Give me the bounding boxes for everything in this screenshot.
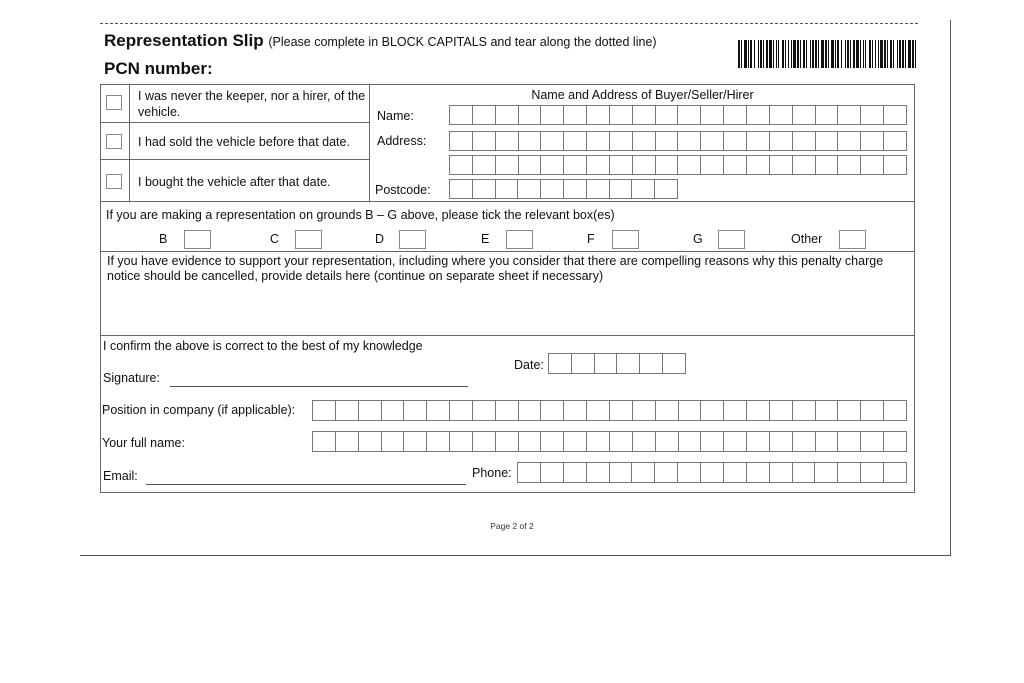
char-cell[interactable] <box>541 401 564 420</box>
char-cell[interactable] <box>587 156 610 174</box>
char-cell[interactable] <box>549 354 572 373</box>
char-cell[interactable] <box>473 156 496 174</box>
char-cell[interactable] <box>404 401 427 420</box>
page-edge-right <box>950 20 951 556</box>
char-cell[interactable] <box>861 106 884 124</box>
pcn-label: PCN number: <box>104 59 213 78</box>
ground-g-checkbox[interactable] <box>718 230 745 249</box>
email-label: Email: <box>103 469 138 483</box>
char-cell[interactable] <box>450 432 473 451</box>
char-cell[interactable] <box>519 156 542 174</box>
signature-line[interactable] <box>170 386 468 387</box>
char-cell[interactable] <box>678 132 701 150</box>
char-cell[interactable] <box>496 106 519 124</box>
char-cell[interactable] <box>564 432 587 451</box>
char-cell[interactable] <box>861 132 884 150</box>
char-cell[interactable] <box>450 156 473 174</box>
char-cell[interactable] <box>617 354 640 373</box>
char-cell[interactable] <box>496 432 519 451</box>
char-cell[interactable] <box>770 401 793 420</box>
divider <box>100 159 369 160</box>
char-cell[interactable] <box>678 106 701 124</box>
char-cell[interactable] <box>359 432 382 451</box>
date-input[interactable] <box>548 353 686 374</box>
char-cell[interactable] <box>656 132 679 150</box>
char-cell[interactable] <box>656 401 679 420</box>
char-cell[interactable] <box>496 180 519 198</box>
char-cell[interactable] <box>747 132 770 150</box>
char-cell[interactable] <box>747 401 770 420</box>
char-cell[interactable] <box>587 463 610 482</box>
char-cell[interactable] <box>747 463 770 482</box>
char-cell[interactable] <box>336 401 359 420</box>
evidence-instructions: If you have evidence to support your representation, including where you consider that there are compelling reasons why this penalty charge notice should be cancelled, provide details here (continue on separate sheet if necessary) <box>107 254 884 283</box>
bought-after-checkbox[interactable] <box>106 174 122 189</box>
char-cell[interactable] <box>564 106 587 124</box>
page-edge-bottom <box>80 555 951 556</box>
char-cell[interactable] <box>861 156 884 174</box>
char-cell[interactable] <box>382 401 405 420</box>
char-cell[interactable] <box>793 132 816 150</box>
page-number: Page 2 of 2 <box>490 521 534 531</box>
char-cell[interactable] <box>861 432 884 451</box>
char-cell[interactable] <box>656 106 679 124</box>
char-cell[interactable] <box>640 354 663 373</box>
char-cell[interactable] <box>838 156 861 174</box>
char-cell[interactable] <box>519 401 542 420</box>
char-cell[interactable] <box>655 463 678 482</box>
char-cell[interactable] <box>633 156 656 174</box>
char-cell[interactable] <box>427 432 450 451</box>
char-cell[interactable] <box>519 106 542 124</box>
ground-c-checkbox[interactable] <box>295 230 322 249</box>
char-cell[interactable] <box>564 401 587 420</box>
char-cell[interactable] <box>770 432 793 451</box>
char-cell[interactable] <box>838 132 861 150</box>
ground-e-label: E <box>481 232 490 246</box>
char-cell[interactable] <box>610 180 633 198</box>
email-line[interactable] <box>146 484 466 485</box>
phone-input[interactable] <box>517 462 907 483</box>
ground-g-label: G <box>693 232 703 246</box>
char-cell[interactable] <box>473 106 496 124</box>
char-cell[interactable] <box>450 132 473 150</box>
char-cell[interactable] <box>838 401 861 420</box>
name-input[interactable] <box>449 105 907 125</box>
char-cell[interactable] <box>587 401 610 420</box>
char-cell[interactable] <box>313 401 336 420</box>
char-cell[interactable] <box>519 432 542 451</box>
char-cell[interactable] <box>884 463 907 482</box>
char-cell[interactable] <box>656 156 679 174</box>
char-cell[interactable] <box>656 432 679 451</box>
char-cell[interactable] <box>770 132 793 150</box>
char-cell[interactable] <box>450 180 473 198</box>
char-cell[interactable] <box>724 401 747 420</box>
char-cell[interactable] <box>587 132 610 150</box>
char-cell[interactable] <box>724 432 747 451</box>
char-cell[interactable] <box>632 463 655 482</box>
char-cell[interactable] <box>610 156 633 174</box>
char-cell[interactable] <box>724 106 747 124</box>
char-cell[interactable] <box>838 463 861 482</box>
char-cell[interactable] <box>564 463 587 482</box>
char-cell[interactable] <box>450 401 473 420</box>
char-cell[interactable] <box>541 156 564 174</box>
char-cell[interactable] <box>404 432 427 451</box>
char-cell[interactable] <box>473 401 496 420</box>
char-cell[interactable] <box>541 132 564 150</box>
confirm-statement: I confirm the above is correct to the best of my knowledge <box>103 339 423 353</box>
char-cell[interactable] <box>496 156 519 174</box>
char-cell[interactable] <box>747 156 770 174</box>
divider <box>100 122 369 123</box>
char-cell[interactable] <box>450 106 473 124</box>
char-cell[interactable] <box>701 156 724 174</box>
position-input[interactable] <box>312 400 907 421</box>
char-cell[interactable] <box>313 432 336 451</box>
never-keeper-checkbox[interactable] <box>106 95 122 110</box>
char-cell[interactable] <box>572 354 595 373</box>
char-cell[interactable] <box>678 463 701 482</box>
char-cell[interactable] <box>884 432 907 451</box>
char-cell[interactable] <box>610 463 633 482</box>
char-cell[interactable] <box>655 180 678 198</box>
grounds-prompt: If you are making a representation on grounds B – G above, please tick the relevant box(es) <box>106 208 615 222</box>
signature-label: Signature: <box>103 371 160 385</box>
char-cell[interactable] <box>359 401 382 420</box>
char-cell[interactable] <box>679 401 702 420</box>
char-cell[interactable] <box>747 106 770 124</box>
char-cell[interactable] <box>816 106 839 124</box>
char-cell[interactable] <box>541 432 564 451</box>
postcode-input[interactable] <box>449 179 678 199</box>
ground-f-label: F <box>587 232 595 246</box>
date-label: Date: <box>514 358 544 372</box>
ground-f-checkbox[interactable] <box>612 230 639 249</box>
name-label: Name: <box>377 109 414 123</box>
ground-other-label: Other <box>791 232 823 246</box>
address-input-line-2[interactable] <box>449 155 907 175</box>
char-cell[interactable] <box>633 106 656 124</box>
char-cell[interactable] <box>633 401 656 420</box>
slip-title <box>104 31 657 51</box>
sold-before-checkbox[interactable] <box>106 134 122 149</box>
char-cell[interactable] <box>793 463 816 482</box>
char-cell[interactable] <box>884 106 907 124</box>
ground-b-label: B <box>159 232 168 246</box>
title-note: (Please complete in BLOCK CAPITALS and tear along the dotted line) <box>268 35 657 49</box>
char-cell[interactable] <box>701 401 724 420</box>
address-input-line-1[interactable] <box>449 131 907 151</box>
tear-line <box>100 23 918 24</box>
address-label: Address: <box>377 134 427 148</box>
title-text: Representation Slip <box>104 31 264 50</box>
char-cell[interactable] <box>815 463 838 482</box>
ground-c-label: C <box>270 232 280 246</box>
char-cell[interactable] <box>701 432 724 451</box>
char-cell[interactable] <box>884 132 907 150</box>
char-cell[interactable] <box>610 401 633 420</box>
char-cell[interactable] <box>564 156 587 174</box>
fullname-input[interactable] <box>312 431 907 452</box>
char-cell[interactable] <box>724 132 747 150</box>
barcode-image <box>738 40 916 68</box>
char-cell[interactable] <box>610 106 633 124</box>
fullname-label: Your full name: <box>102 436 185 450</box>
char-cell[interactable] <box>793 106 816 124</box>
char-cell[interactable] <box>838 432 861 451</box>
char-cell[interactable] <box>793 156 816 174</box>
ground-d-checkbox[interactable] <box>399 230 426 249</box>
char-cell[interactable] <box>541 463 564 482</box>
option-sold-before: I had sold the vehicle before that date. <box>138 135 350 149</box>
char-cell[interactable] <box>473 180 496 198</box>
char-cell[interactable] <box>793 401 816 420</box>
char-cell[interactable] <box>884 156 907 174</box>
char-cell[interactable] <box>519 132 542 150</box>
char-cell[interactable] <box>770 156 793 174</box>
char-cell[interactable] <box>816 432 839 451</box>
char-cell[interactable] <box>496 132 519 150</box>
char-cell[interactable] <box>770 106 793 124</box>
char-cell[interactable] <box>663 354 686 373</box>
char-cell[interactable] <box>382 432 405 451</box>
char-cell[interactable] <box>861 401 884 420</box>
char-cell[interactable] <box>564 132 587 150</box>
char-cell[interactable] <box>541 180 564 198</box>
char-cell[interactable] <box>518 463 541 482</box>
ground-d-label: D <box>375 232 385 246</box>
char-cell[interactable] <box>701 132 724 150</box>
char-cell[interactable] <box>595 354 618 373</box>
char-cell[interactable] <box>724 156 747 174</box>
char-cell[interactable] <box>701 106 724 124</box>
char-cell[interactable] <box>610 132 633 150</box>
char-cell[interactable] <box>564 180 587 198</box>
char-cell[interactable] <box>496 401 519 420</box>
char-cell[interactable] <box>587 106 610 124</box>
char-cell[interactable] <box>679 432 702 451</box>
option-bought-after: I bought the vehicle after that date. <box>138 175 331 189</box>
char-cell[interactable] <box>633 432 656 451</box>
char-cell[interactable] <box>427 401 450 420</box>
ground-other-checkbox[interactable] <box>839 230 866 249</box>
char-cell[interactable] <box>610 432 633 451</box>
char-cell[interactable] <box>473 132 496 150</box>
char-cell[interactable] <box>518 180 541 198</box>
char-cell[interactable] <box>861 463 884 482</box>
option-never-keeper: I was never the keeper, nor a hirer, of the vehicle. <box>138 89 366 119</box>
position-label: Position in company (if applicable): <box>102 403 296 417</box>
char-cell[interactable] <box>724 463 747 482</box>
char-cell[interactable] <box>884 401 907 420</box>
char-cell[interactable] <box>816 132 839 150</box>
char-cell[interactable] <box>816 156 839 174</box>
char-cell[interactable] <box>587 432 610 451</box>
char-cell[interactable] <box>678 156 701 174</box>
char-cell[interactable] <box>770 463 793 482</box>
char-cell[interactable] <box>336 432 359 451</box>
postcode-label: Postcode: <box>375 183 431 197</box>
char-cell[interactable] <box>701 463 724 482</box>
char-cell[interactable] <box>838 106 861 124</box>
ground-b-checkbox[interactable] <box>184 230 211 249</box>
char-cell[interactable] <box>747 432 770 451</box>
char-cell[interactable] <box>632 180 655 198</box>
char-cell[interactable] <box>541 106 564 124</box>
phone-label: Phone: <box>472 466 512 480</box>
char-cell[interactable] <box>473 432 496 451</box>
char-cell[interactable] <box>816 401 839 420</box>
divider <box>129 84 130 202</box>
party-heading: Name and Address of Buyer/Seller/Hirer <box>531 88 754 102</box>
ground-e-checkbox[interactable] <box>506 230 533 249</box>
char-cell[interactable] <box>793 432 816 451</box>
char-cell[interactable] <box>633 132 656 150</box>
char-cell[interactable] <box>587 180 610 198</box>
